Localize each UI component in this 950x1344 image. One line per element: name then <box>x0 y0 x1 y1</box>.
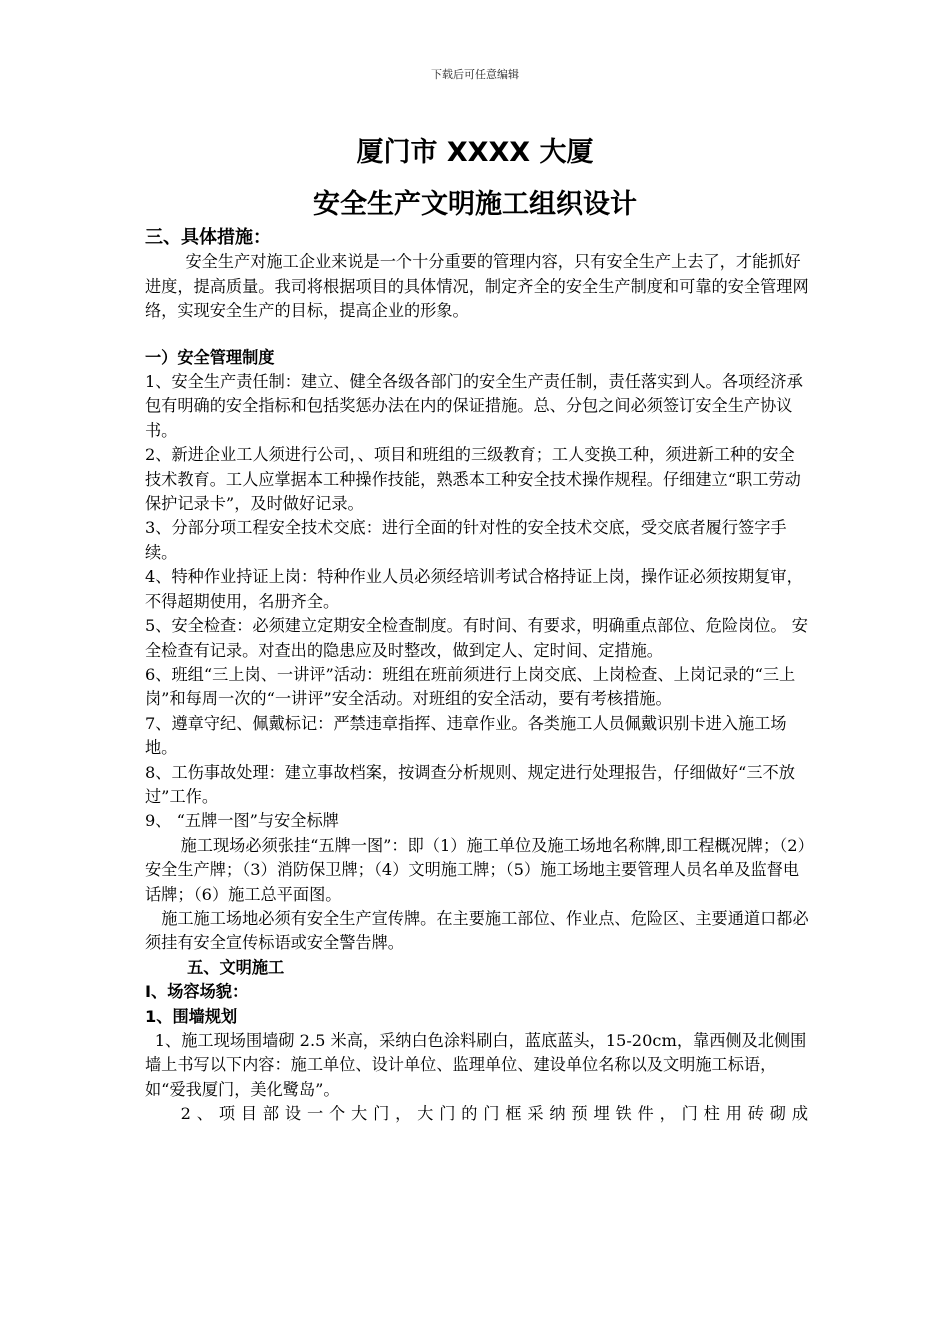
list-item: 8、工伤事故处理：建立事故档案，按调查分析规则、规定进行处理报告，仔细做好“三不放过”工作。 <box>145 762 795 806</box>
list-item: 7、遵章守纪、佩戴标记：严禁违章指挥、违章作业。各类施工人员佩戴识别卡进入施工场地。 <box>145 713 787 758</box>
heading-wall: 1、围墙规划 <box>145 1006 238 1026</box>
list-item: 9、 “五牌一图”与安全标牌 <box>145 811 339 831</box>
list-item: 6、班组“三上岗、一讲评”活动：班组在班前须进行上岗交底、上岗检查、上岗记录的“三上岗”和每周一次的“一讲评”安全活动。对班组的安全活动，要有考核措施。 <box>145 664 796 709</box>
heading-measures: 三、具体措施： <box>145 227 271 248</box>
page-header: 下载后可任意编辑 <box>431 68 519 81</box>
blank-line <box>145 324 810 346</box>
wall-paragraph-1: 1、施工现场围墙砌 2.5 米高，采纳白色涂料刷白，蓝底蓝头，15-20cm，靠西侧及北侧围墙上书写以下内容：施工单位、设计单位、监理单位、建设单位名称以及文明施工标语，如“爱我厦门，美化鹭岛”。 <box>145 1031 807 1099</box>
title-line-2: 安全生产文明施工组织设计 <box>313 189 637 220</box>
heading-site: I、场容场貌： <box>145 982 249 1002</box>
heading-safety-system: 一）安全管理制度 <box>145 347 275 367</box>
heading-civilized: 五、文明施工 <box>187 957 285 977</box>
item9-paragraph-1: 施工现场必须张挂“五牌一图”：即（1）施工单位及施工场地名称牌,即工程概况牌；（2）安全生产牌；（3）消防保卫牌；（4）文明施工牌；（5）施工场地主要管理人员名单及监督电话牌；（6）施工总平面图。 <box>145 835 806 904</box>
wall-paragraph-2: 2、项目部设一个大门，大门的门框采纳预埋铁件，门柱用砖砌成 <box>180 1104 810 1124</box>
intro-paragraph: 安全生产对施工企业来说是一个十分重要的管理内容，只有安全生产上去了，才能抓好进度，提高质量。我司将根据项目的具体情况，制定齐全的安全生产制度和可靠的安全管理网络，实现安全生产的目标，提高企业的形象。 <box>145 252 809 321</box>
list-item: 3、分部分项工程安全技术交底：进行全面的针对性的安全技术交底，受交底者履行签字手续。 <box>145 518 787 562</box>
title-line-1: 厦门市 XXXX 大厦 <box>356 137 594 168</box>
list-item: 5、安全检查：必须建立定期安全检查制度。有时间、有要求，明确重点部位、危险岗位。 安全检查有记录。对查出的隐患应及时整改，做到定人、定时间、定措施。 <box>145 616 808 660</box>
list-item: 2、新进企业工人须进行公司，、项目和班组的三级教育；工人变换工种，须进新工种的安全技术教育。工人应掌据本工种操作技能，熟悉本工种安全技术操作规程。仔细建立“职工劳动保护记录卡”，及时做好记录。 <box>145 445 801 514</box>
list-item: 4、特种作业持证上岗：特种作业人员必须经培训考试合格持证上岗，操作证必须按期复审，不得超期使用，名册齐全。 <box>145 567 803 611</box>
item9-paragraph-2: 施工施工场地必须有安全生产宣传牌。在主要施工部位、作业点、危险区、主要通道口都必须挂有安全宣传标语或安全警告牌。 <box>145 908 809 953</box>
list-item: 1、安全生产责任制：建立、健全各级各部门的安全生产责任制，责任落实到人。各项经济承包有明确的安全指标和包括奖惩办法在内的保证措施。总、分包之间必须签订安全生产协议书。 <box>145 372 803 440</box>
document-body <box>145 226 810 1127</box>
